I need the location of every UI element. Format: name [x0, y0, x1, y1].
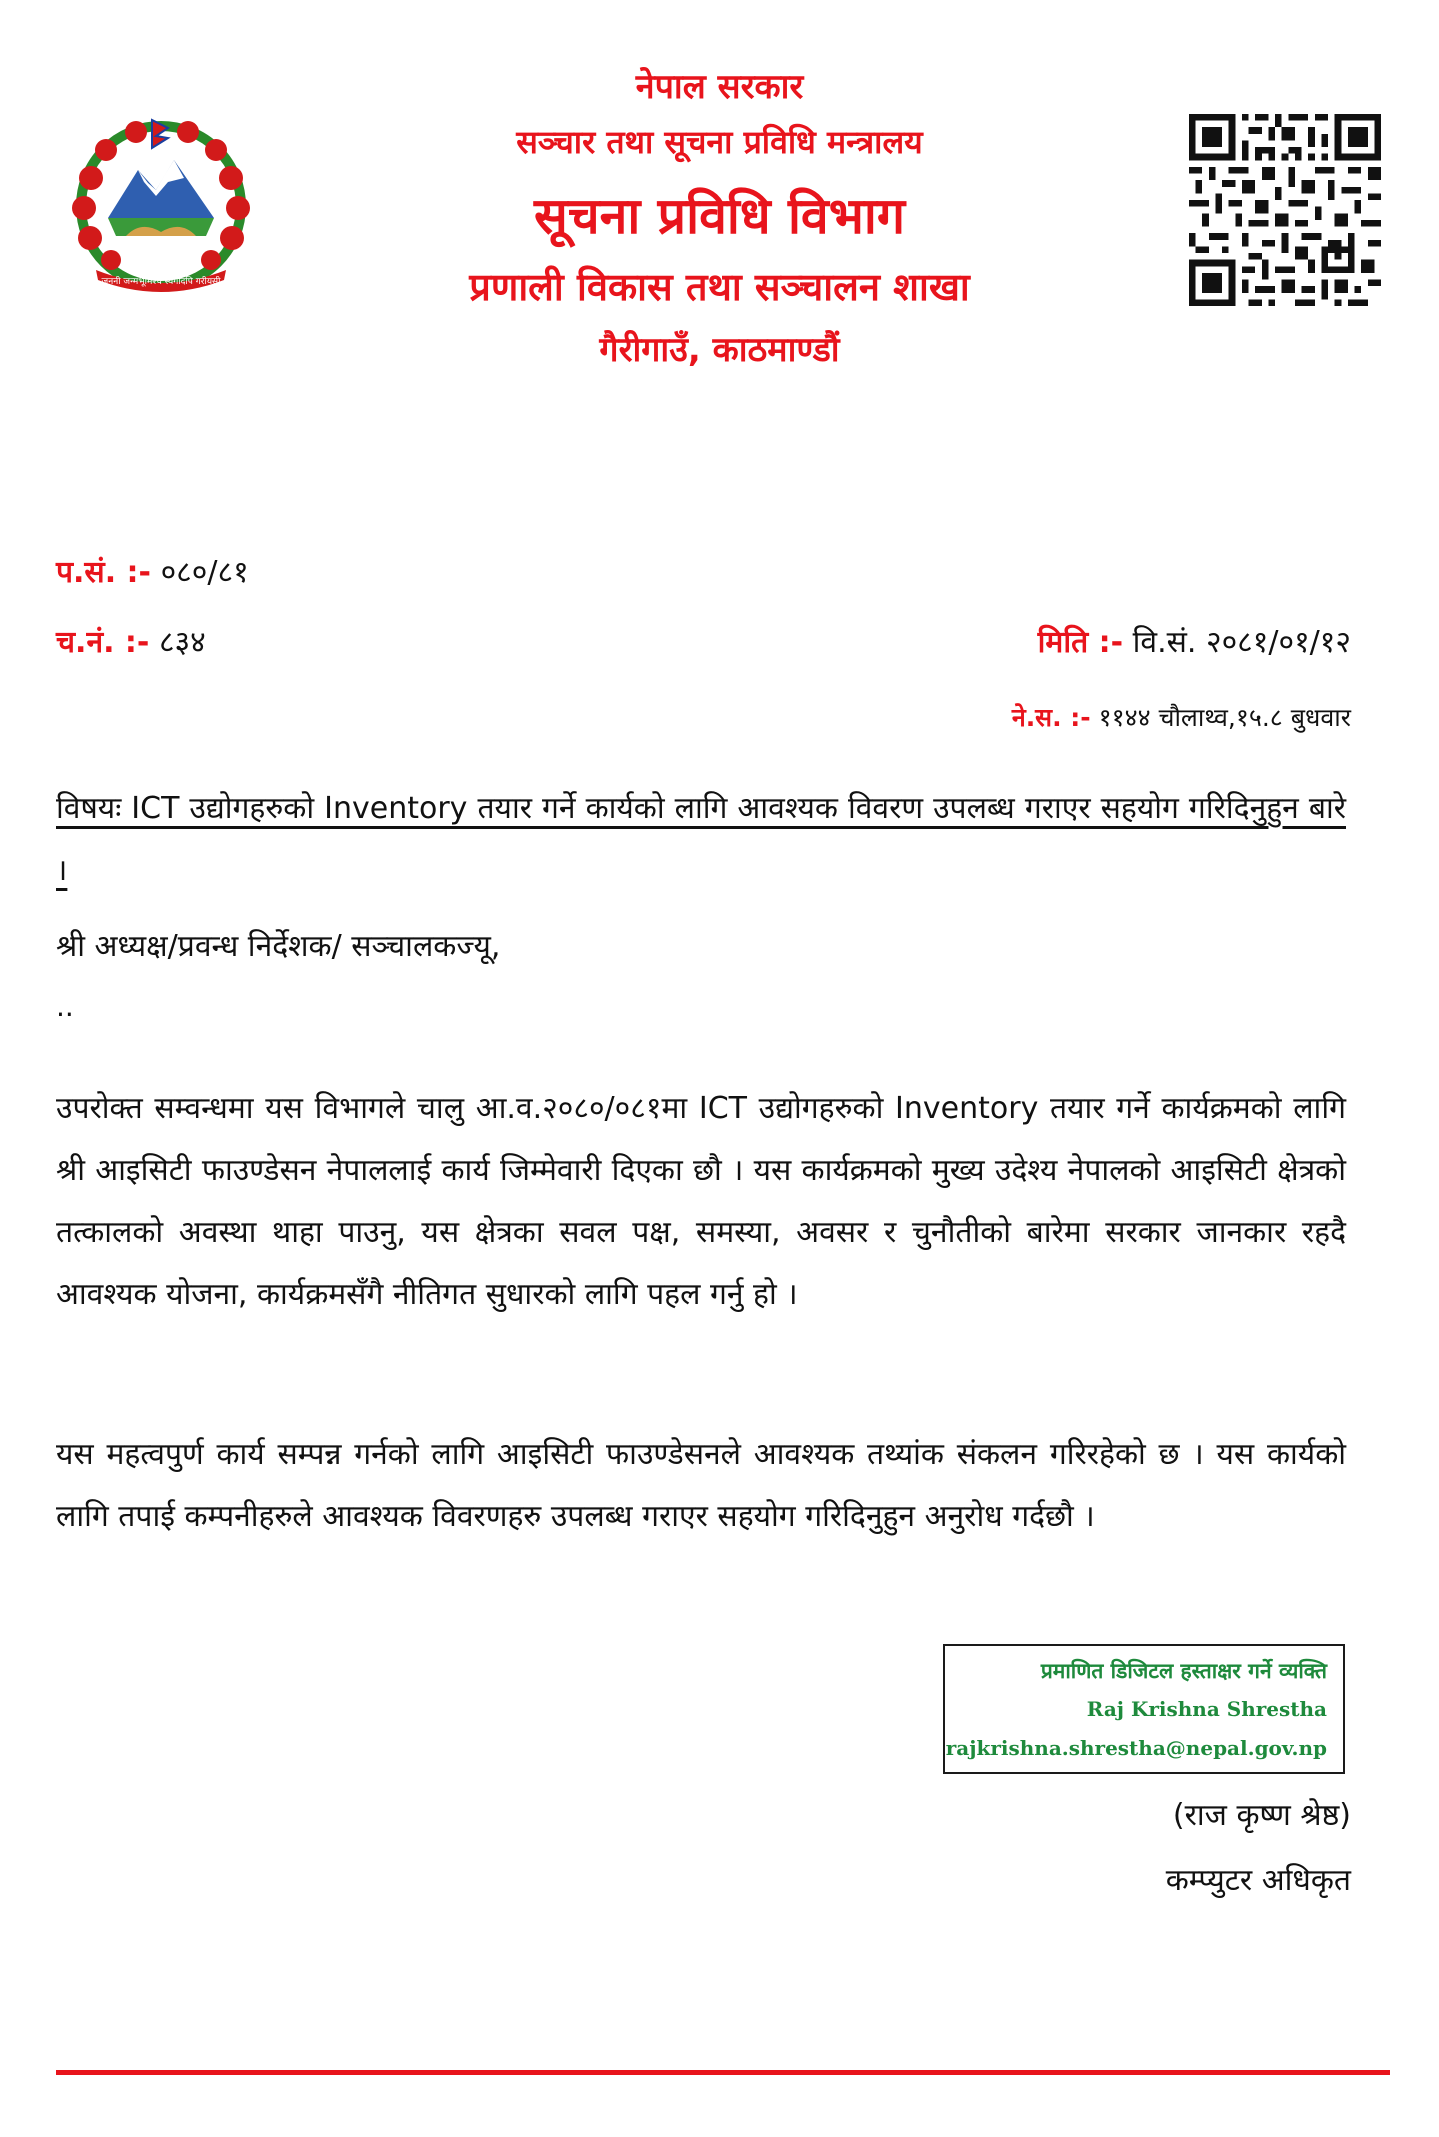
digital-signature-box [943, 1644, 1345, 1774]
ns-label: ने.स. :- [1011, 703, 1091, 732]
body-paragraph-1: उपरोक्त सम्वन्धमा यस विभागले चालु आ.व.२०८०/०८१मा ICT उद्योगहरुको Inventory तयार गर्ने कार्यक्रमको लागि श्री आइसिटी फाउण्डेसन नेपाललाई कार्य जिम्मेवारी दिएका छौ । यस कार्यक्रमको मुख्य उदेश्य नेपालको आइसिटी क्षेत्रको तत्कालको अवस्था थाहा पाउनु, यस क्षेत्रका सवल पक्ष, समस्या, अवसर र चुनौतीको बारेमा सरकार जानकार रहदै आवश्यक योजना, कार्यक्रमसँगै नीतिगत सुधारको लागि पहल गर्नु हो । [56, 1091, 1346, 1312]
emblem-motto: जननी जन्मभूमिश्च स्वर्गादपि गरीयसी [101, 277, 221, 287]
reference-date [1038, 620, 1351, 661]
signatory-title: कम्प्युटर अधिकृत [1165, 1863, 1351, 1898]
signer-email: rajkrishna.shrestha@nepal.gov.np [945, 1736, 1327, 1760]
header-section: प्रणाली विकास तथा सञ्चालन शाखा [469, 265, 970, 309]
header-government: नेपाल सरकार [635, 67, 804, 107]
qr-code [1188, 114, 1382, 306]
ns-value: ११४४ चौलाथ्व,१५.८ बुधवार [1098, 703, 1351, 732]
letter-subject [56, 778, 1346, 902]
signatory-name: (राज कृष्ण श्रेष्ठ) [1172, 1798, 1351, 1833]
reference-nepal-sambat [1012, 700, 1351, 734]
reference-ps [56, 550, 249, 591]
salutation: श्री अध्यक्ष/प्रवन्ध निर्देशक/ सञ्चालकज्यू, [56, 929, 501, 964]
header-address: गैरीगाउँ, काठमाण्डौं [599, 330, 840, 370]
header-ministry: सञ्चार तथा सूचना प्रविधि मन्त्रालय [516, 123, 923, 161]
signer-name: Raj Krishna Shrestha [1086, 1697, 1327, 1721]
body-paragraph-2: यस महत्वपुर्ण कार्य सम्पन्न गर्नको लागि आइसिटी फाउण्डेसनले आवश्यक तथ्यांक संकलन गरिरहेको छ । यस कार्यको लागि तपाई कम्पनीहरुले आवश्यक विवरणहरु उपलब्ध गराएर सहयोग गरिदिनुहुन अनुरोध गर्दछौ । [56, 1437, 1346, 1534]
date-value: वि.सं. २०८१/०१/१२ [1132, 625, 1351, 660]
date-label: मिति :- [1037, 625, 1124, 660]
subject-text: विषयः ICT उद्योगहरुको Inventory तयार गर्ने कार्यको लागि आवश्यक विवरण उपलब्ध गराएर सहयोग गरिदिनुहुन बारे । [56, 791, 1346, 888]
signature-box-title: प्रमाणित डिजिटल हस्ताक्षर गर्ने व्यक्ति [1040, 1659, 1327, 1683]
header-department: सूचना प्रविधि विभाग [534, 187, 905, 245]
salutation-dots: .. [56, 990, 74, 1023]
cn-value: ८३४ [158, 625, 206, 660]
ps-value: ०८०/८१ [160, 555, 249, 590]
ps-label: प.सं. :- [56, 555, 152, 590]
cn-label: च.नं. :- [56, 625, 150, 660]
reference-cn [56, 620, 206, 661]
footer-divider [56, 2070, 1390, 2075]
